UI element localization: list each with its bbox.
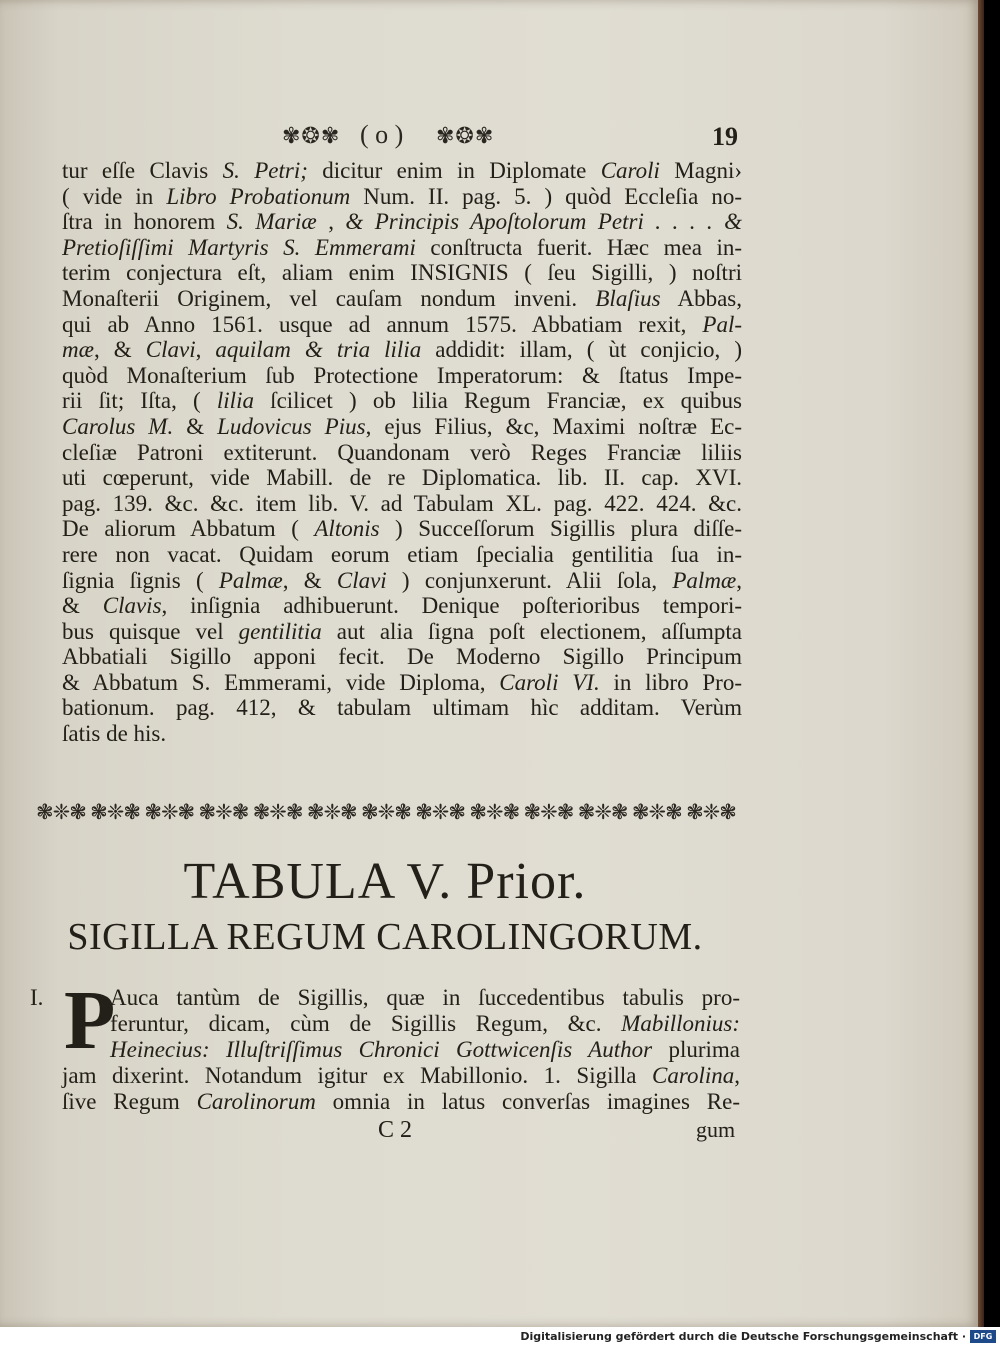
text-segment: Ludovicus Pius xyxy=(217,413,366,439)
text-line xyxy=(62,388,742,414)
ornament-glyph: ❃❈❃ xyxy=(198,799,249,824)
drop-cap: P xyxy=(64,974,116,1067)
text-segment: & xyxy=(62,593,103,619)
text-segment: uti cœperunt, vide Mabill. de re Diplomatica. lib. II. cap. XVI. xyxy=(62,465,742,491)
text-line xyxy=(62,209,742,235)
text-segment: Pal- xyxy=(702,311,742,337)
ornament-glyph: ❃❈❃ xyxy=(361,799,411,824)
text-line xyxy=(62,465,742,491)
text-line xyxy=(62,593,742,619)
text-segment: ſignia ſignis ( xyxy=(62,567,219,593)
text-segment: aut alia ſigna poſt electionem, aſſumpta xyxy=(321,618,742,644)
text-segment: Caroli VI. xyxy=(499,669,600,695)
text-segment: terim conjectura eſt, aliam enim INSIGNIS ( ſeu Sigilli, ) noſtri xyxy=(62,260,742,286)
section-text-line xyxy=(62,1089,740,1115)
text-segment: & Abbatum S. Emmerami, vide Diploma, xyxy=(62,669,500,695)
text-line xyxy=(62,721,742,747)
ornament-glyph: ❃❈❃ xyxy=(631,799,682,824)
text-segment: Clavi xyxy=(336,567,387,593)
text-line xyxy=(62,260,742,286)
text-line xyxy=(62,516,742,542)
header-ornament-left: ✾❂✾ xyxy=(282,123,341,148)
text-segment: , inſignia adhibuerunt. Denique poſterioribus tempori- xyxy=(161,593,742,619)
text-segment: rere non vacat. Quidam eorum etiam ſpecialia gentilitia ſua in- xyxy=(62,541,742,567)
text-segment: plurima xyxy=(652,1037,740,1062)
text-segment: quòd Monaſterium ſub Protectione Imperatorum: & ſtatus Impe- xyxy=(62,362,742,388)
text-segment: Caroli xyxy=(600,158,660,183)
text-line xyxy=(62,491,742,517)
text-segment: in libro Pro- xyxy=(599,669,742,695)
text-segment: bationum. pag. 412, & tabulam ultimam hìc additam. Verùm xyxy=(62,695,742,721)
text-segment: Abbas, xyxy=(660,285,743,311)
header-parenthesis: ( o ) xyxy=(360,120,404,149)
text-segment: aquilam & tria lilia xyxy=(215,337,422,363)
text-segment: ſatis de his. xyxy=(62,721,167,747)
text-segment: gentilitia xyxy=(238,618,322,644)
text-segment: mæ xyxy=(62,337,94,363)
text-line xyxy=(62,695,742,721)
text-line xyxy=(62,337,742,363)
text-segment: , & xyxy=(93,337,146,363)
text-segment: , xyxy=(736,567,743,593)
signature-mark: C 2 xyxy=(378,1117,413,1143)
text-segment: Carolinorum xyxy=(196,1089,316,1114)
text-line xyxy=(62,440,742,466)
ornament-glyph: ❃❈❃ xyxy=(577,799,628,824)
ornament-glyph: ❃❈❃ xyxy=(686,799,736,824)
text-segment: De aliorum Abbatum ( xyxy=(62,516,315,542)
text-segment: ) conjunxerunt. Alii ſola, xyxy=(386,567,673,593)
text-segment: Clavis xyxy=(102,593,162,619)
page-number: 19 xyxy=(712,122,738,151)
text-segment: Palmæ xyxy=(672,567,737,593)
text-segment: , ejus Filius, &c, Maximi noſtræ Ec- xyxy=(365,413,742,439)
text-line xyxy=(62,542,742,568)
running-header xyxy=(0,120,980,156)
text-line xyxy=(62,644,742,670)
header-ornament-right: ✾❂✾ xyxy=(436,123,495,148)
text-segment: Clavi xyxy=(145,337,196,363)
text-segment: conſtructa fuerit. Hæc mea in- xyxy=(415,234,742,260)
text-line xyxy=(62,363,742,389)
text-segment: Pretioſiſſimi Martyris S. Emmerami xyxy=(62,234,416,260)
ornament-glyph: ❃❈❃ xyxy=(523,799,574,824)
text-segment: tur eſſe Clavis xyxy=(62,158,223,183)
catchword: gum xyxy=(696,1117,736,1142)
text-segment: feruntur, dicam, cùm de Sigillis Regum, &c. xyxy=(110,1011,622,1036)
ornament-glyph: ❃❈❃ xyxy=(415,799,465,824)
text-segment: Heinecius: Illuſtriſſimus Chronici Gottwicenſis Author xyxy=(110,1037,653,1062)
page-title: TABULA V. Prior. xyxy=(183,853,587,910)
text-line xyxy=(62,312,742,338)
text-line xyxy=(62,619,742,645)
text-segment: S. Petri; xyxy=(222,158,308,183)
text-segment: Auca tantùm de Sigillis, quæ in ſuccedentibus tabulis pro- xyxy=(110,985,740,1010)
text-segment: Palmæ xyxy=(218,567,283,593)
ornament-glyph: ❃❈❃ xyxy=(469,799,520,824)
body-text xyxy=(62,158,742,747)
ornamental-divider xyxy=(36,792,736,832)
ornament-glyph: ❃❈❃ xyxy=(252,799,303,824)
section-text-line xyxy=(110,985,740,1011)
section-text-line xyxy=(110,1011,740,1037)
text-segment: Mabillonius: xyxy=(621,1011,740,1036)
page-subtitle: SIGILLA REGUM CAROLINGORUM. xyxy=(67,916,703,958)
text-segment: ( vide in xyxy=(62,183,167,209)
section-text-line xyxy=(62,1063,740,1089)
text-segment: Carolus M. xyxy=(62,413,174,439)
text-segment: dicitur enim in Diplomate xyxy=(307,158,601,183)
text-segment: pag. 139. &c. &c. item lib. V. ad Tabulam XL. pag. 422. 424. &c. xyxy=(62,490,742,516)
text-segment: cleſiæ Patroni extiterunt. Quandonam verò Reges Franciæ liliis xyxy=(62,439,742,465)
text-segment: qui ab Anno 1561. usque ad annum 1575. Abbatiam rexit, xyxy=(62,311,703,337)
text-segment: , xyxy=(316,209,346,235)
text-line xyxy=(62,286,742,312)
text-segment: , & xyxy=(282,567,337,593)
page-edge xyxy=(978,0,984,1327)
text-segment: & Principis Apoſtolorum Petri . . . . & xyxy=(345,209,743,235)
text-segment: ſtra in honorem xyxy=(62,209,227,235)
text-line xyxy=(62,568,742,594)
text-line xyxy=(62,158,742,184)
text-segment: Blaſius xyxy=(595,285,661,311)
section-text-line xyxy=(110,1037,740,1063)
text-segment: jam dixerint. Notandum igitur ex Mabillonio. 1. Sigilla xyxy=(62,1063,653,1088)
text-segment: rii ſit; Iſta, ( xyxy=(62,388,217,414)
text-segment: S. Mariæ xyxy=(226,209,317,235)
text-segment: bus quisque vel xyxy=(62,618,239,644)
ornament-glyph: ❃❈❃ xyxy=(90,799,140,824)
text-segment: ſive Regum xyxy=(62,1089,197,1114)
text-segment: Libro Probationum xyxy=(166,183,351,209)
text-segment: & xyxy=(173,413,218,439)
section-number: I. xyxy=(30,985,44,1010)
text-segment: Abbatiali Sigillo apponi fecit. De Moderno Sigillo Principum xyxy=(62,644,742,670)
text-line xyxy=(62,414,742,440)
ornament-glyph: ❃❈❃ xyxy=(144,799,195,824)
text-segment: Monaſterii Originem, vel cauſam nondum inveni. xyxy=(62,285,596,311)
text-segment: Carolina xyxy=(652,1063,735,1088)
text-segment: Altonis xyxy=(314,516,380,542)
text-segment: omnia in latus converſas imagines Re- xyxy=(315,1089,740,1114)
text-segment: ſcilicet ) ob lilia Regum Franciæ, ex quibus xyxy=(253,388,742,414)
ornament-glyph: ❃❈❃ xyxy=(36,799,86,824)
text-segment: , xyxy=(195,337,216,363)
text-segment: ) Succeſſorum Sigillis plura diſſe- xyxy=(379,516,742,542)
footer-bar xyxy=(0,1327,1000,1347)
funding-notice: Digitalisierung gefördert durch die Deutsche Forschungsgemeinschaft · xyxy=(520,1330,966,1343)
text-segment: addidit: illam, ( ùt conjicio, ) xyxy=(421,337,742,363)
text-line xyxy=(62,670,742,696)
text-segment: Num. II. pag. 5. ) quòd Eccleſia no- xyxy=(350,183,742,209)
ornament-glyph: ❃❈❃ xyxy=(306,799,357,824)
dfg-logo: DFG xyxy=(970,1330,996,1343)
text-line xyxy=(62,184,742,210)
text-segment: Magni› xyxy=(659,158,742,183)
text-segment: , xyxy=(734,1063,740,1088)
text-line xyxy=(62,235,742,261)
text-segment: lilia xyxy=(216,388,254,414)
